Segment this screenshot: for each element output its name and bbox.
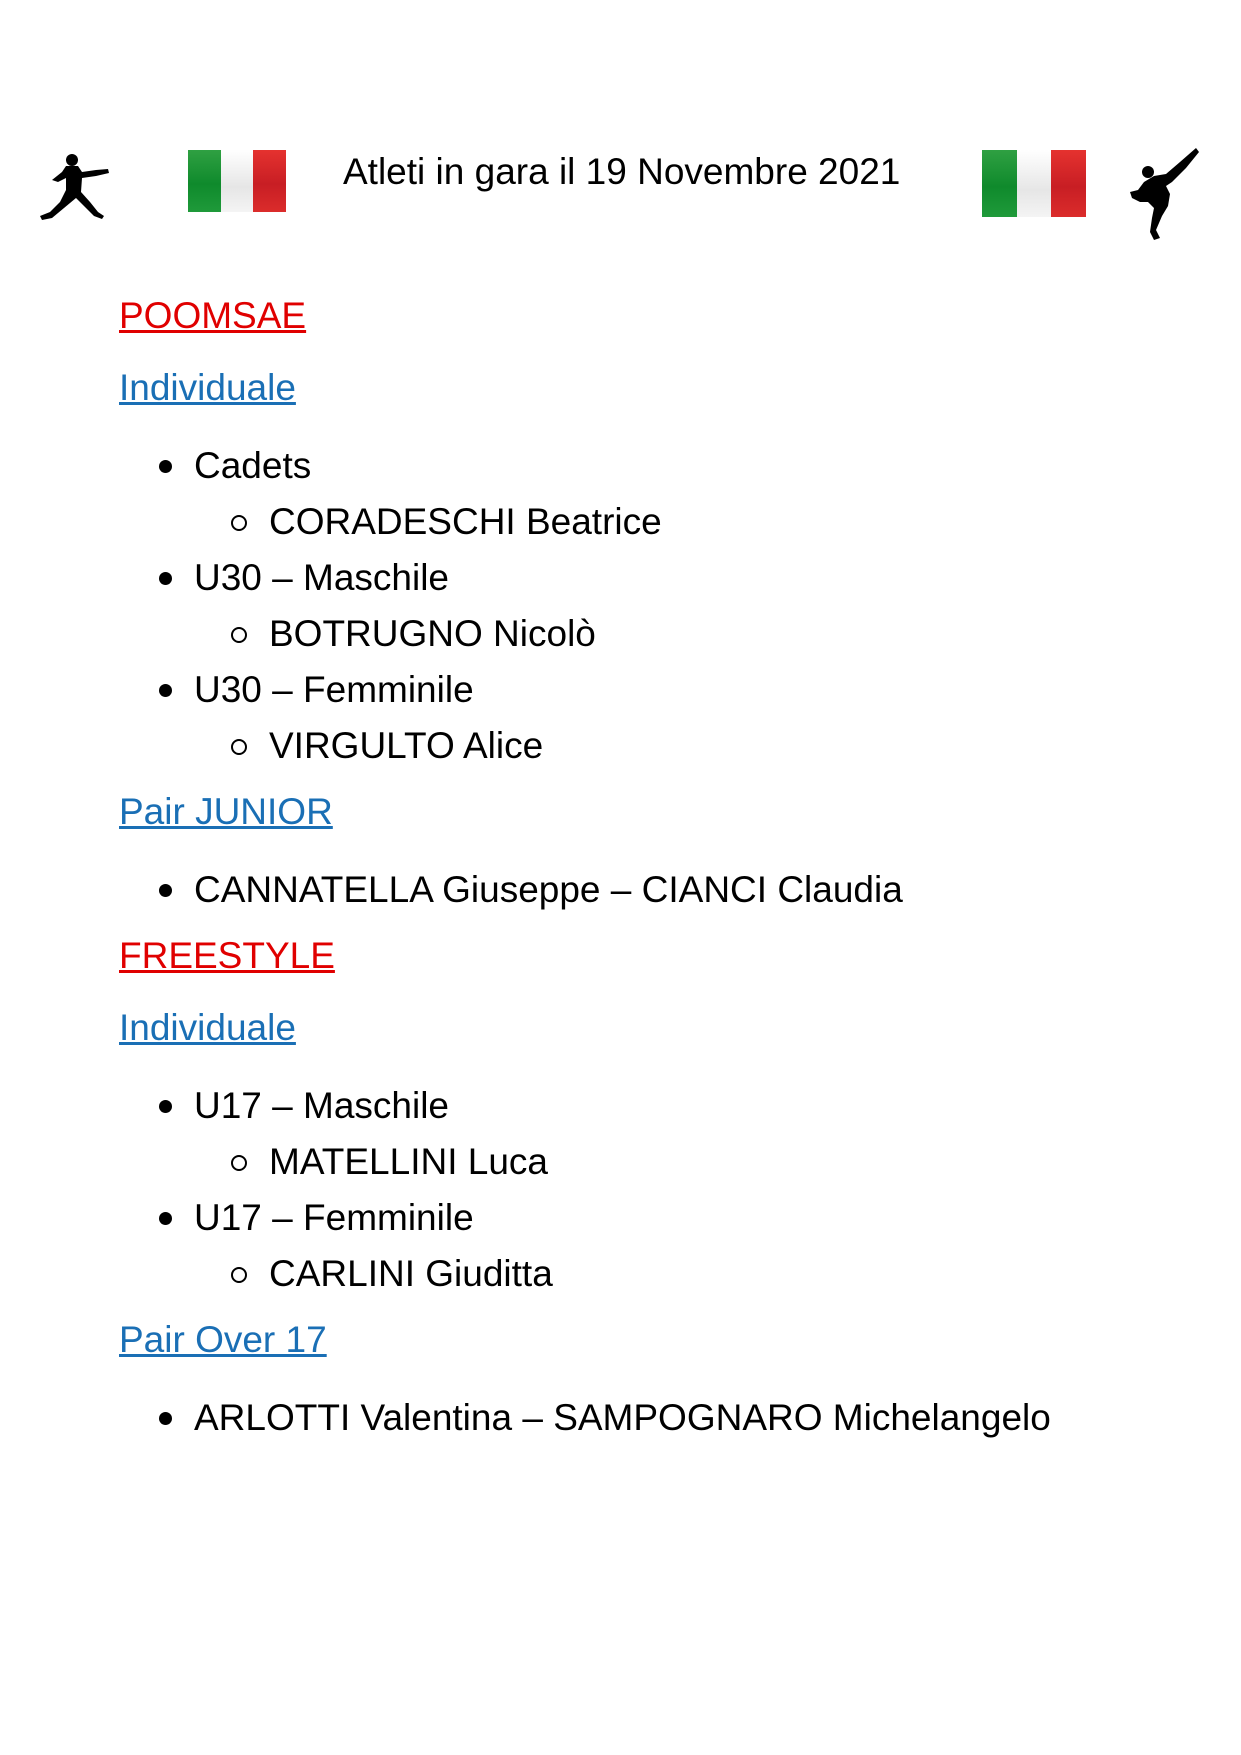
athlete-name: BOTRUGNO Nicolò — [269, 613, 596, 654]
list-item — [119, 718, 1159, 774]
bullet-icon — [159, 684, 172, 697]
circle-bullet-icon — [231, 739, 247, 755]
document-body — [119, 294, 1159, 1462]
section-heading-poomsae: POOMSAE — [119, 295, 307, 336]
athlete-name: MATELLINI Luca — [269, 1141, 548, 1182]
section-heading-freestyle: FREESTYLE — [119, 935, 335, 976]
category-label: U17 – Maschile — [194, 1085, 450, 1126]
athlete-name: CARLINI Giuditta — [269, 1253, 553, 1294]
list-item — [119, 606, 1159, 662]
athlete-list — [119, 718, 1159, 774]
subsection-heading-individuale: Individuale — [119, 367, 296, 408]
circle-bullet-icon — [231, 1155, 247, 1171]
list-item — [119, 550, 1159, 662]
category-label: Cadets — [194, 445, 312, 486]
bullet-icon — [159, 1100, 172, 1113]
list-item — [119, 1190, 1159, 1302]
page-title: Atleti in gara il 19 Novembre 2021 — [343, 151, 901, 192]
subsection-heading-pair-junior: Pair JUNIOR — [119, 791, 333, 832]
taekwondo-high-kick-icon — [1126, 146, 1200, 242]
circle-bullet-icon — [231, 1267, 247, 1283]
bullet-icon — [159, 460, 172, 473]
martial-artist-stance-icon — [38, 150, 114, 226]
athlete-list — [119, 1134, 1159, 1190]
category-list — [119, 438, 1159, 774]
category-label: U17 – Femminile — [194, 1197, 474, 1238]
italian-flag-left-icon — [188, 150, 286, 212]
pair-names: CANNATELLA Giuseppe – CIANCI Claudia — [194, 869, 903, 910]
list-item — [119, 438, 1159, 550]
category-list — [119, 1078, 1159, 1302]
category-label: U30 – Maschile — [194, 557, 450, 598]
list-item — [119, 1134, 1159, 1190]
subsection-heading-individuale: Individuale — [119, 1007, 296, 1048]
list-item — [119, 662, 1159, 774]
athlete-list — [119, 494, 1159, 550]
bullet-icon — [159, 884, 172, 897]
list-item — [119, 1078, 1159, 1190]
athlete-list — [119, 1246, 1159, 1302]
list-item — [119, 494, 1159, 550]
athlete-name: CORADESCHI Beatrice — [269, 501, 662, 542]
bullet-icon — [159, 1412, 172, 1425]
bullet-icon — [159, 1212, 172, 1225]
bullet-icon — [159, 572, 172, 585]
category-label: U30 – Femminile — [194, 669, 474, 710]
athlete-name: VIRGULTO Alice — [269, 725, 544, 766]
list-item — [119, 862, 1159, 918]
pair-names: ARLOTTI Valentina – SAMPOGNARO Michelangelo — [194, 1397, 1051, 1438]
page-header — [0, 0, 1241, 260]
italian-flag-right-icon — [982, 150, 1086, 217]
circle-bullet-icon — [231, 515, 247, 531]
list-item — [119, 1390, 1159, 1446]
list-item — [119, 1246, 1159, 1302]
pair-list — [119, 862, 1159, 918]
athlete-list — [119, 606, 1159, 662]
circle-bullet-icon — [231, 627, 247, 643]
pair-list — [119, 1390, 1159, 1446]
subsection-heading-pair-over-17: Pair Over 17 — [119, 1319, 327, 1360]
